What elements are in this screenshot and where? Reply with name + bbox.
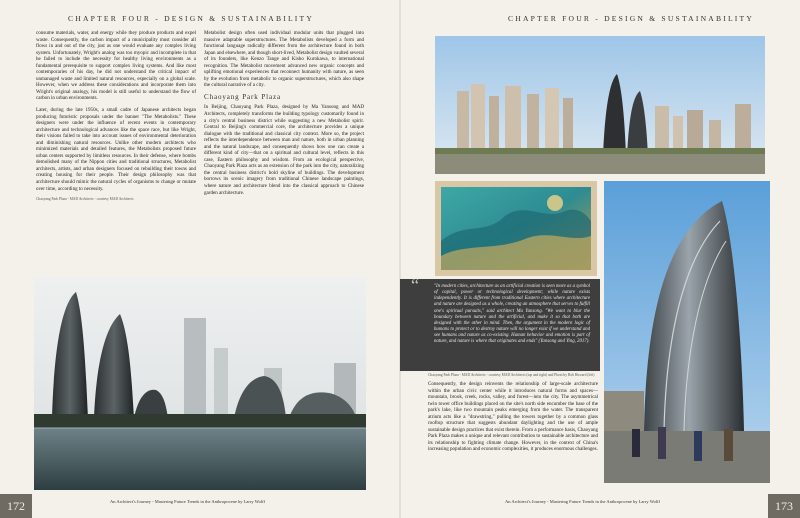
footer-left [0, 494, 400, 518]
paragraph: In Beijing, Chaoyang Park Plaza, designed by Ma Yansong and MAD Architects, completely transforms the building typology customarily found in a city's central business district while suggesting a new Metabolist spirit. Central to Beijing's commercial core, the architecture provides a unique dialogue with the traditional and classical city context. More so, the project reflects the interdependence between man and nature, both in urban planning and the natural landscape, and consequently shows how one can create a different kind of city—that on a spiritual and cultural level, reflects in this case, Eastern philosophy and wisdom. From an ecological perspective, Chaoyang Park Plaza acts as an extension of the park into the city, naturalizing the central business district's bold skyline of buildings. The development borrows its scenic imagery from traditional Chinese landscape paintings, where nature and architecture blend into the classical approach to Chinese garden architecture. [204, 104, 364, 196]
quote-text: "In modern cities, architecture as an artificial creation is seen more as a symbol of capital, power or technological development; while nature exists independently. It is different from traditional Eastern cities where architecture and nature are designed as a whole, creating an atmosphere that serves to fulfill one's spiritual pursuits," said architect Ma Yansong. "We want to blur the boundary between nature and the artificial, and make it so that both are designed with the other in mind. Then, the argument in the modern logic of humans to protect or to destroy nature will no longer exist if we understand and see humans and nature as co-existing. Human behavior and emotion is part of nature, and nature is where that originates and ends" (Yansong and Ying, 2017). [434, 284, 590, 345]
paragraph: consume materials, water, and energy while they produce products and expel waste. Consequently, the carbon impact of a municipality must consider all flows in and out of the city, just as one would evaluate any complex living system. Unfortunately, Wright's analog was too myopic and incomplete in that he failed to include the necessity for healthy living environments as a fundamental prerequisite to support complex living systems. And like most contemporaries of his day, he did not understand the critical impact of unmanaged waste and limited natural resources, especially on a global scale. However, when we address these considerations and incorporate them into Wright's original analogy, his model is still useful to understand the flow of carbon in urban environments. [36, 30, 196, 102]
footer-text-right: An Architect's Journey - Mastering Future Trends in the Anthropocene by Larry Wolff [505, 499, 661, 504]
section-heading: Chaoyang Park Plaza [204, 92, 281, 101]
paragraph: Consequently, the design reinvents the relationship of large-scale architecture within the urban civic center while it introduces natural forms and spaces—mountain, brook, creek, rocks, valley, and forest—into the city. The asymmetrical twin tower office buildings placed on the site's north side encumber the base of the park's lake, like two mountain peaks emerging from the water. The transparent atrium acts like a "drawstring," pulling the towers together by a common glass rooftop structure that suggests abundant daylighting and the use of ample sustainable design practices that exist therein. From a performance basis, Chaoyang Park Plaza makes a unique and relevant contribution to sustainable architecture and its relationship to fighting climate change. However, in the context of China's increasing population and economic complexities, it produces enormous challenges. [428, 381, 598, 453]
landscape-painting-image [435, 181, 597, 276]
paragraph: Metabolist design often used individual modular units that plugged into massive adaptable superstructures. The Metabolists developed a form and functional language radically different from the architecture found in both Japan and elsewhere, and though short-lived, Metabolist design vaulted several of its founders, like Kenzo Tange and Kisho Kurokawa, to international recognition. The Metabolist movement advanced new organic concepts and uplifting emotional experiences that reconnect humanity with nature, as seen by the evolution from metabolic to organic superstructures, which also shape the cultural narrative of a city. [204, 30, 364, 89]
curved-tower-image [604, 181, 770, 483]
quote-mark: “ [411, 275, 419, 295]
page-number-right: 173 [768, 494, 800, 518]
chapter-header-right: CHAPTER FOUR - DESIGN & SUSTAINABILITY [508, 14, 755, 23]
image-caption: Chaoyang Park Plaza - MAD Architects - courtesy MAD Architects [36, 197, 134, 202]
right-column [428, 373, 598, 458]
page-gutter [399, 0, 401, 518]
image-caption: Chaoyang Park Plaza - MAD Architects - courtesy MAD Architects (top and right) and Photo by Bob Howard (left) [428, 373, 595, 377]
left-column-1 [36, 30, 196, 202]
beijing-skyline-image [435, 36, 765, 174]
footer-text-left: An Architect's Journey - Mastering Future Trends in the Anthropocene by Larry Wolff [110, 499, 266, 504]
page-number-left: 172 [0, 494, 32, 518]
pull-quote [400, 275, 600, 371]
paragraph: Later, during the late 1950s, a small cadre of Japanese architects began producing futuristic proposals under the banner "The Metabolists." These designers were under the influence of recent events in contemporary architecture and technological advances like the space race, but like Wright, their visions failed to take into account issues of environmental deterioration and diminishing natural resources. Unlike other modern architects who minimized materials and detailed features, the Metabolists proposed future urban centers supported by limitless resources. In their defense, where bombs demolished many of the Nippon cities and traditional structures, Metabolist architects, artists, and urban designers focused on rebuilding their towns and creating housing for their people. Their design philosophy was that architecture should mimic the natural cycles of organisms to change or mutate over time, according to necessity. [36, 107, 196, 192]
chapter-header-left: CHAPTER FOUR - DESIGN & SUSTAINABILITY [68, 14, 315, 23]
chaoyang-render-image [34, 278, 366, 490]
left-column-2 [204, 30, 364, 201]
footer-right [400, 494, 800, 518]
